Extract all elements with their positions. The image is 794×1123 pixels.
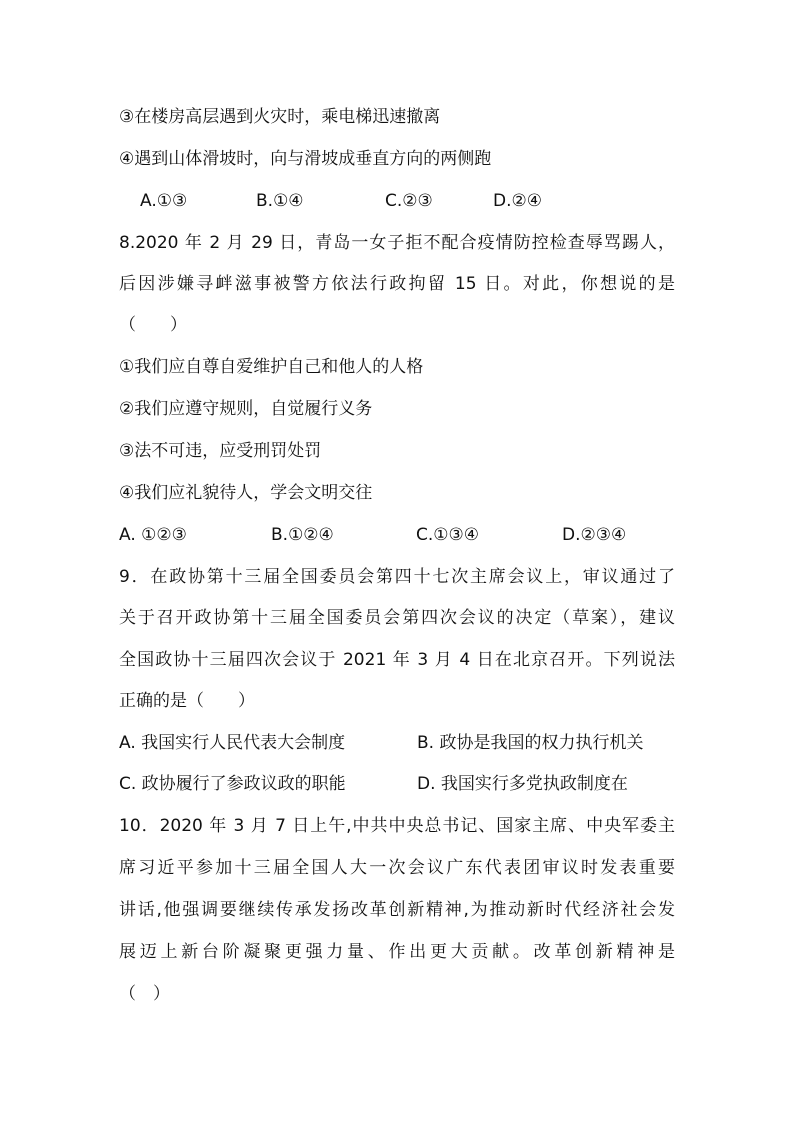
q9-option-c: C. 政协履行了参政议政的职能	[119, 774, 346, 794]
q9-stem-line-4: 正确的是（ ）	[119, 691, 255, 711]
q10-stem-line-4: 展迈上新台阶凝聚更强力量、作出更大贡献。改革创新精神是	[119, 942, 675, 962]
q9-option-b: B. 政协是我国的权力执行机关	[417, 733, 644, 753]
q10-answer-blank: （ ）	[119, 984, 170, 1004]
q7-option-d: D.②④	[493, 191, 542, 211]
q9-option-a: A. 我国实行人民代表大会制度	[119, 733, 346, 753]
q8-option-d: D.②③④	[562, 525, 627, 545]
q7-item-3: ③在楼房高层遇到火灾时，乘电梯迅速撤离	[119, 107, 441, 127]
q7-option-a: A.①③	[140, 191, 188, 211]
q9-stem-line-2: 关于召开政协第十三届全国委员会第四次会议的决定（草案），建议	[119, 608, 675, 628]
q9-stem-line-3: 全国政协十三届四次会议于 2021 年 3 月 4 日在北京召开。下列说法	[119, 650, 675, 670]
q9-options-row-2	[119, 772, 679, 796]
q7-option-c: C.②③	[385, 191, 433, 211]
q8-option-a: A. ①②③	[119, 525, 187, 545]
q8-item-1: ①我们应自尊自爱维护自己和他人的人格	[119, 357, 424, 377]
q10-stem-line-2: 席习近平参加十三届全国人大一次会议广东代表团审议时发表重要	[119, 858, 675, 878]
q9-options-row-1	[119, 731, 679, 755]
q9-stem-line-1: 9．在政协第十三届全国委员会第四十七次主席会议上，审议通过了	[119, 567, 675, 587]
q7-options	[119, 189, 679, 213]
q8-item-4: ④我们应礼貌待人，学会文明交往	[119, 483, 373, 503]
q8-stem-line-1: 8.2020 年 2 月 29 日，青岛一女子拒不配合疫情防控检查辱骂踢人，	[119, 233, 675, 253]
q7-item-4: ④遇到山体滑坡时，向与滑坡成垂直方向的两侧跑	[119, 149, 492, 169]
q8-item-3: ③法不可违，应受刑罚处罚	[119, 441, 322, 461]
q8-item-2: ②我们应遵守规则，自觉履行义务	[119, 399, 373, 419]
q8-stem-line-2: 后因涉嫌寻衅滋事被警方依法行政拘留 15 日。对此，你想说的是	[119, 274, 675, 294]
q8-answer-blank: （ ）	[119, 315, 187, 335]
q10-stem-line-1: 10．2020 年 3 月 7 日上午,中共中央总书记、国家主席、中央军委主	[119, 816, 675, 836]
q7-option-b: B.①④	[256, 191, 304, 211]
q8-option-c: C.①③④	[416, 525, 479, 545]
q8-option-b: B.①②④	[271, 525, 334, 545]
q9-option-d: D. 我国实行多党执政制度在	[417, 774, 628, 794]
q10-stem-line-3: 讲话,他强调要继续传承发扬改革创新精神,为推动新时代经济社会发	[119, 900, 675, 920]
q8-options	[119, 523, 679, 547]
